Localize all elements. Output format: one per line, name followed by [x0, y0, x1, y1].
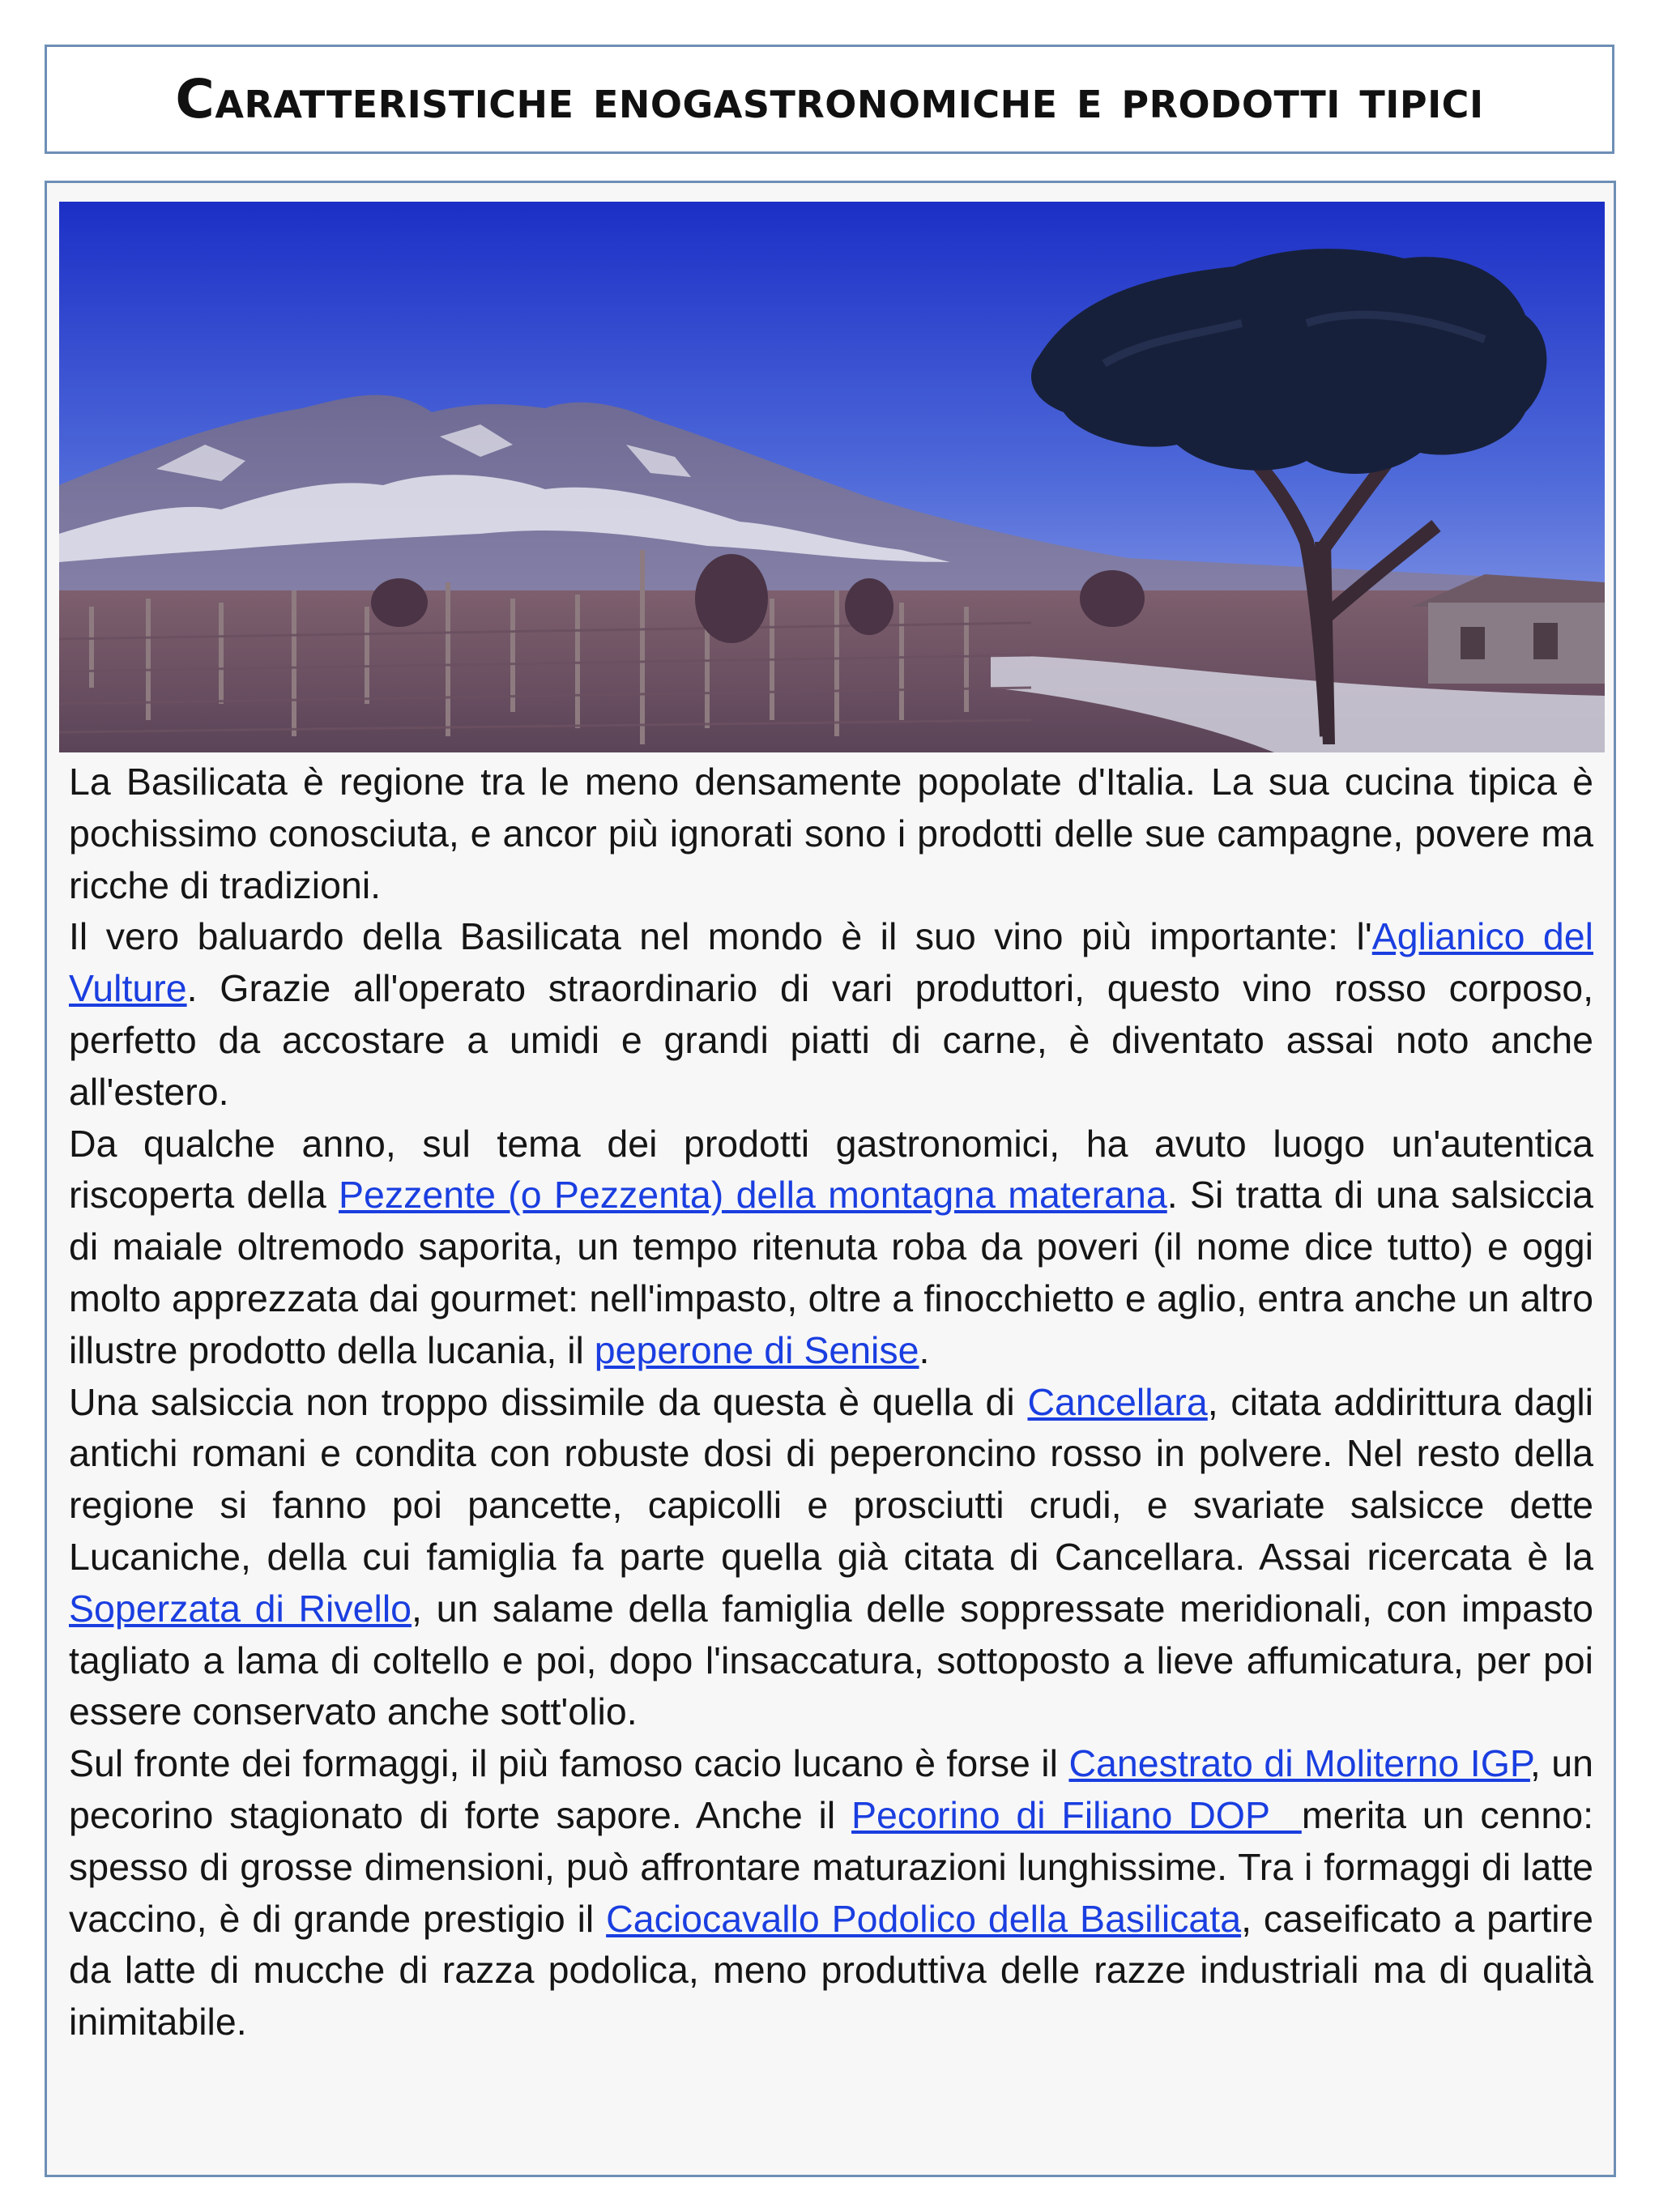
- landscape-photo: [59, 202, 1605, 752]
- paragraph-text: Sul fronte dei formaggi, il più famoso cacio lucano è forse il: [69, 1742, 1069, 1785]
- link-cancellara[interactable]: Cancellara: [1027, 1380, 1208, 1423]
- paragraph-text: Il vero baluardo della Basilicata nel mondo è il suo vino più importante: l': [69, 915, 1372, 958]
- link-aglianico-del-vulture[interactable]: Aglianico del Vulture: [69, 915, 1593, 1010]
- paragraph-text: . Si tratta di una salsiccia di maiale oltremodo saporita, un tempo ritenuta roba da poveri (il nome dice tutto) e oggi molto apprezzata dai gourmet: nell'impasto, oltre a finocchietto e aglio, entra anche un altro illustre prodotto della lucania, il: [69, 1174, 1594, 1371]
- link-pezzente[interactable]: Pezzente (o Pezzenta) della montagna materana: [339, 1174, 1167, 1217]
- paragraph-text: merita un cenno: spesso di grosse dimensioni, può affrontare maturazioni lunghissime. Tra i formaggi di latte vaccino, è di grande prestigio il: [69, 1793, 1594, 1940]
- paragraph-text: . Grazie all'operato straordinario di vari produttori, questo vino rosso corposo, perfetto da accostare a umidi e grandi piatti di carne, è diventato assai noto anche all'estero.: [69, 967, 1593, 1113]
- paragraph-wine: [69, 911, 1593, 1118]
- paragraph-text: Da qualche anno, sul tema dei prodotti gastronomici, ha avuto luogo un'autentica riscoperta della: [69, 1122, 1593, 1217]
- link-canestrato-di-moliterno[interactable]: Canestrato di Moliterno IGP: [1068, 1742, 1530, 1785]
- article-body: [69, 757, 1593, 2048]
- paragraph-formaggi: [69, 1738, 1593, 2048]
- paragraph-text: , un salame della famiglia delle soppressate meridionali, con impasto tagliato a lama di coltello e poi, dopo l'insaccatura, sottoposto a lieve affumicatura, per poi essere conservato anche sott'olio.: [69, 1587, 1593, 1733]
- paragraph-text: Una salsiccia non troppo dissimile da questa è quella di: [69, 1380, 1028, 1423]
- link-soperzata-di-rivello[interactable]: Soperzata di Rivello: [69, 1587, 412, 1630]
- paragraph-text: .: [919, 1328, 930, 1371]
- content-box: [45, 181, 1616, 2177]
- paragraph-intro: [69, 757, 1593, 911]
- paragraph-pezzente: [69, 1119, 1593, 1377]
- link-caciocavallo-podolico[interactable]: Caciocavallo Podolico della Basilicata: [606, 1897, 1242, 1940]
- title-box: [45, 45, 1614, 154]
- paragraph-text: , caseificato a partire da latte di mucche di razza podolica, meno produttiva delle razze industriali ma di qualità inimitabile.: [69, 1897, 1593, 2044]
- paragraph-text: , citata addirittura dagli antichi romani e condita con robuste dosi di peperoncino rosso in polvere. Nel resto della regione si fanno poi pancette, capicolli e prosciutti crudi, e svariate salsicce dette Lucaniche, della cui famiglia fa parte quella già citata di Cancellara. Assai ricercata è la: [69, 1380, 1593, 1578]
- link-peperone-di-senise[interactable]: peperone di Senise: [594, 1328, 919, 1371]
- link-pecorino-di-filiano[interactable]: Pecorino di Filiano DOP: [851, 1793, 1302, 1836]
- paragraph-text: La Basilicata è regione tra le meno densamente popolate d'Italia. La sua cucina tipica è pochissimo conosciuta, e ancor più ignorati sono i prodotti delle sue campagne, povere ma ricche di tradizioni.: [69, 761, 1593, 906]
- page-title: Caratteristiche enogastronomiche e prodotti tipici: [175, 68, 1484, 130]
- paragraph-salsicce: [69, 1377, 1593, 1739]
- paragraph-text: , un pecorino stagionato di forte sapore. Anche il: [69, 1742, 1594, 1836]
- landscape-photo-svg: [59, 202, 1605, 752]
